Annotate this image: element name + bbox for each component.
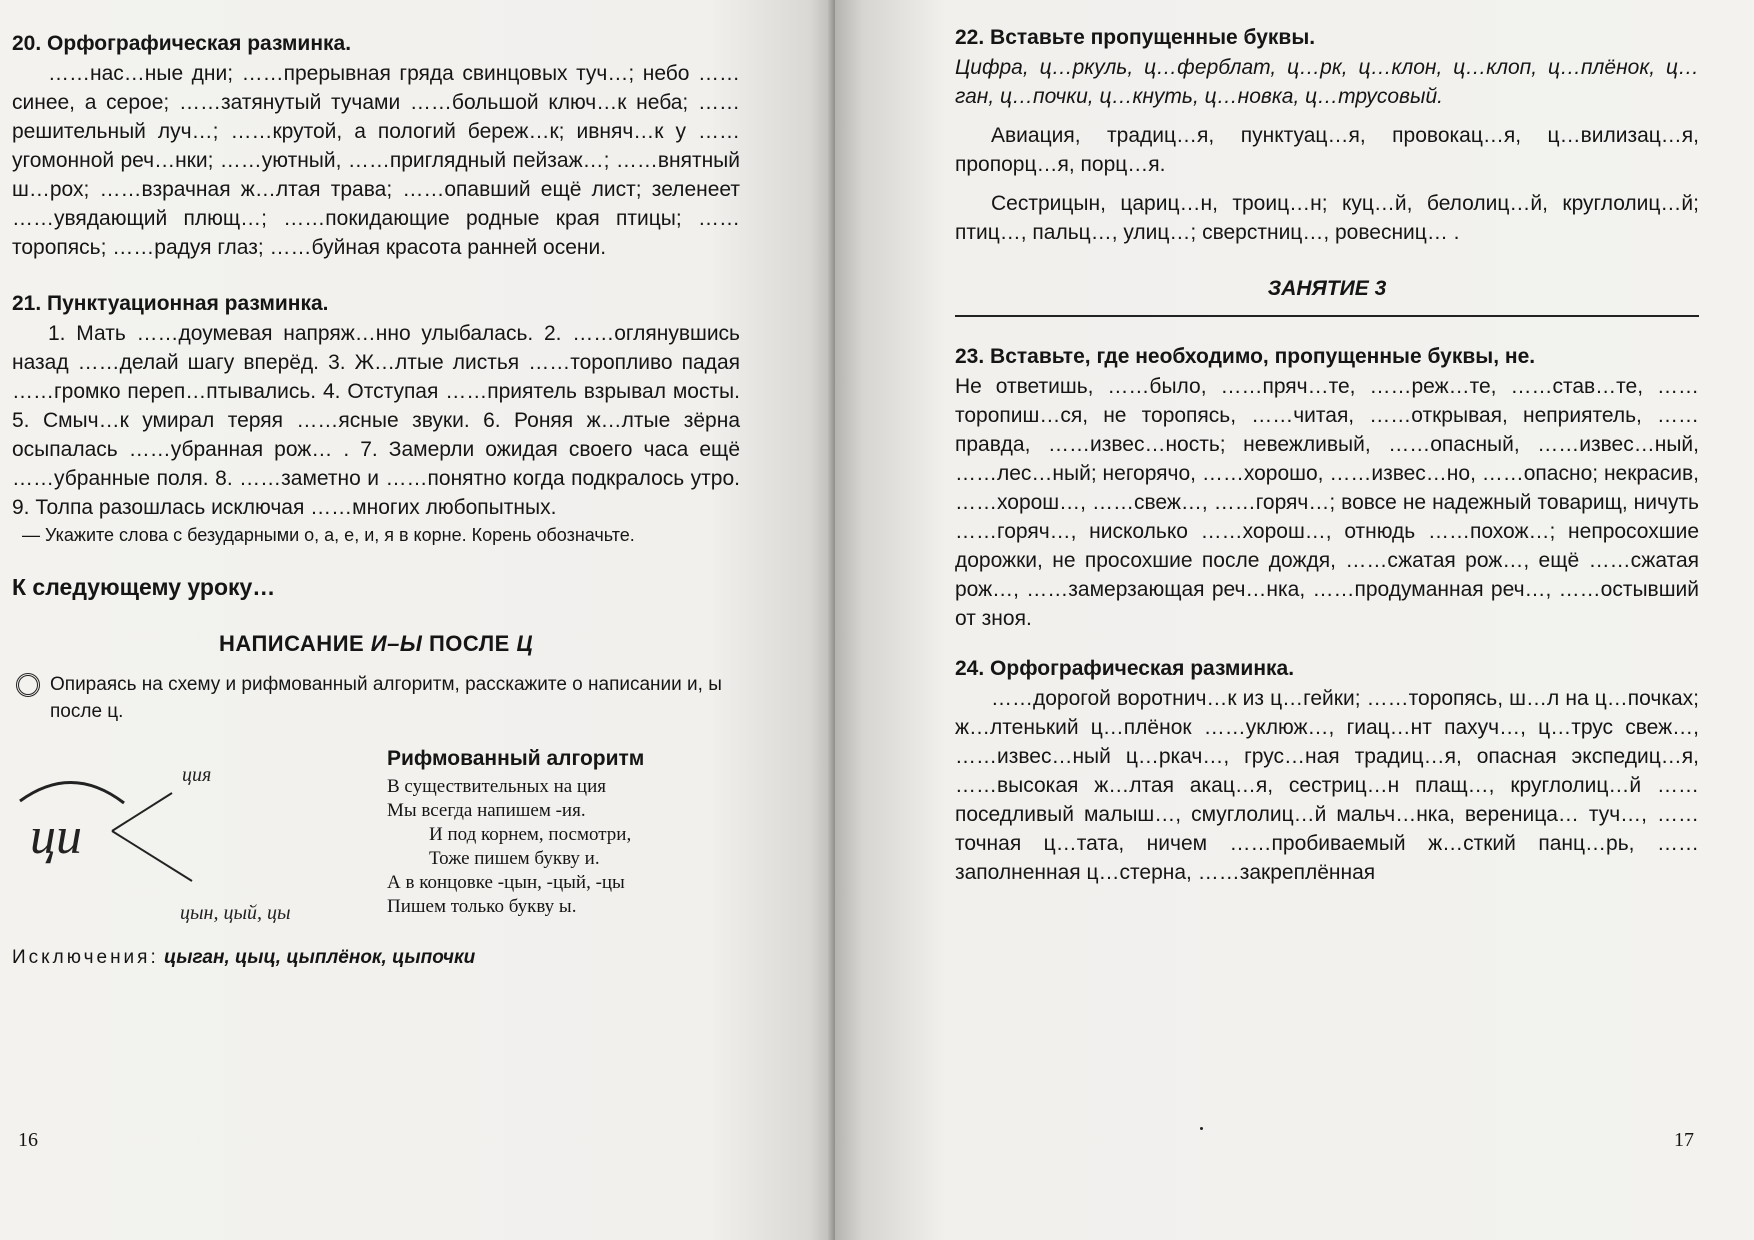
exercise-21-title: 21. Пунктуационная разминка. [12,292,329,315]
rhyme-line: И под корнем, посмотри, [429,824,632,845]
exercise-23-text: Не ответишь, ……было, ……пряч…те, ……реж…те, ……став…те, ……торопиш…ся, не торопясь, ……читая, ……открывая, неприятель, ……правда, ……извес…ность; невежливый, ……опасный, ……извес…ный, ……лес…ный; негорячо, ……хорошо, ……извес…но, ……опасно; некрасив, ……хорош…, ……свеж…, ……горяч…; вовсе не надежный товарищ, ничуть ……горяч…, нисколько ……хорош…, отнюдь ……похож…; непросохшие дорожки, не просохшие после дождя, ……сжатая рож…, ещё ……сжатая рож…, ……замерзающая реч…нка, ……продуманная реч…, ……остывший от зноя. [955,375,1699,630]
exercise-20-text: ……нас…ные дни; ……прерывная гряда свинцовых туч…; небо ……синее, а серое; ……затянутый тучами ……большой ключ…к неба; ……решительный луч…; ……крутой, а пологий береж…к; ивняч…к у ……угомонной реч…нки; ……уютный, ……приглядный пейзаж…; ……внятный ш…рох; ……взрачная ж…лтая трава; ……опавший ещё лист; зеленеет ……увядающий плющ…; ……покидающие родные края птицы; ……торопясь; ……радуя глаз; ……буйная красота ранней осени. [12,62,740,259]
exercise-20-title: 20. Орфографическая разминка. [12,32,352,55]
scheme-bottom-label: цын, цый, цы [180,902,291,924]
page-number-left: 16 [18,1129,38,1151]
task-instruction [12,671,740,725]
scheme-line-top [112,793,172,831]
exceptions-label: Исключения: [12,947,159,968]
scheme-diagram [12,741,352,941]
scheme-top-label: ция [182,764,212,786]
page-number-right: 17 [1674,1129,1694,1151]
exercise-22-p2: Авиация, традиц…я, пунктуац…я, провокац…я, ц…вилизац…я, пропорц…я, порц…я. [955,124,1699,176]
exercise-22-p1: Цифра, ц…ркуль, ц…ферблат, ц…рк, ц…клон, ц…клоп, ц…плёнок, ц…ган, ц…почки, ц…кнуть, ц…новка, ц…трусовый. [955,56,1699,108]
exercise-21-note: — Укажите слова с безударными о, а, е, и, я в корне. Корень обозначьте. [22,525,635,545]
exercise-22-title: 22. Вставьте пропущенные буквы. [955,26,1316,49]
left-page [0,0,835,1240]
print-speck [1200,1127,1203,1130]
rhyme-line: Мы всегда напишем -ия. [387,800,586,821]
next-lesson-heading: К следующему уроку… [12,574,276,600]
exceptions-words: цыган, цыц, цыплёнок, цыпочки [164,947,476,968]
exercise-24-text: ……дорогой воротнич…к из ц…гейки; ……торопясь, ш…л на ц…почках; ж…лтенький ц…плёнок ……уклюж…, гиац…нт пахуч…, ц…трус свеж…, ……извес…ный ц…ркач…, грус…ная традиц…я, опасная экспедиц…я, ……высокая ж…лтая акац…я, сестриц…н плащ…, круглолиц…й ……поседливый малыш…, смуглолиц…й мальч…нка, вереница… туч…, ……точная ц…тата, ничем ……пробиваемый ж…сткий панц…рь, ……заполненная ц…стерна, ……закреплённая [955,687,1699,884]
exceptions-line [12,947,740,969]
rhyme-title: Рифмованный алгоритм [387,747,645,770]
rhyme-line: В существительных на ция [387,776,607,797]
target-icon [16,673,40,697]
lesson-heading: ЗАНЯТИЕ 3 [1267,277,1387,300]
scheme-main: ци [30,808,82,865]
rhymed-algorithm [387,747,747,919]
rhyme-line: Тоже пишем букву и. [429,848,600,869]
rhyme-line: А в концовке -цын, -цый, -цы [387,872,625,893]
exercise-23-title: 23. Вставьте, где необходимо, пропущенные буквы, не. [955,345,1536,368]
scheme-line-bottom [112,831,192,881]
exercise-22-p3: Сестрицын, цариц…н, троиц…н; куц…й, белолиц…й, круглолиц…й; птиц…, пальц…, улиц…; сверстниц…, ровесниц… . [955,192,1699,244]
lesson-divider [955,315,1699,317]
right-page [835,0,1754,1240]
rhyme-line: Пишем только букву ы. [387,896,577,917]
scheme-block [12,741,740,941]
root-arc [20,782,124,803]
topic-heading: НАПИСАНИЕ И–Ы ПОСЛЕ Ц [218,631,534,656]
task-text: Опираясь на схему и рифмованный алгоритм, расскажите о написании и, ы после ц. [50,674,722,722]
exercise-21-text: 1. Мать ……доумевая напряж…нно улыбалась. 2. ……оглянувшись назад ……делай шагу вперёд. 3. Ж…лтые листья ……торопливо падая ……громко переп…птывались. 4. Отступая ……приятель взрывал мосты. 5. Смыч…к умирал теряя ……ясные звуки. 6. Роняя ж…лтые зёрна осыпалась ……убранная рож… . 7. Замерли ожидая своего часа ещё ……убранные поля. 8. ……заметно и ……понятно когда подкралось утро. 9. Толпа разошлась исключая ……многих любопытных. [12,322,740,519]
exercise-24-title: 24. Орфографическая разминка. [955,657,1295,680]
